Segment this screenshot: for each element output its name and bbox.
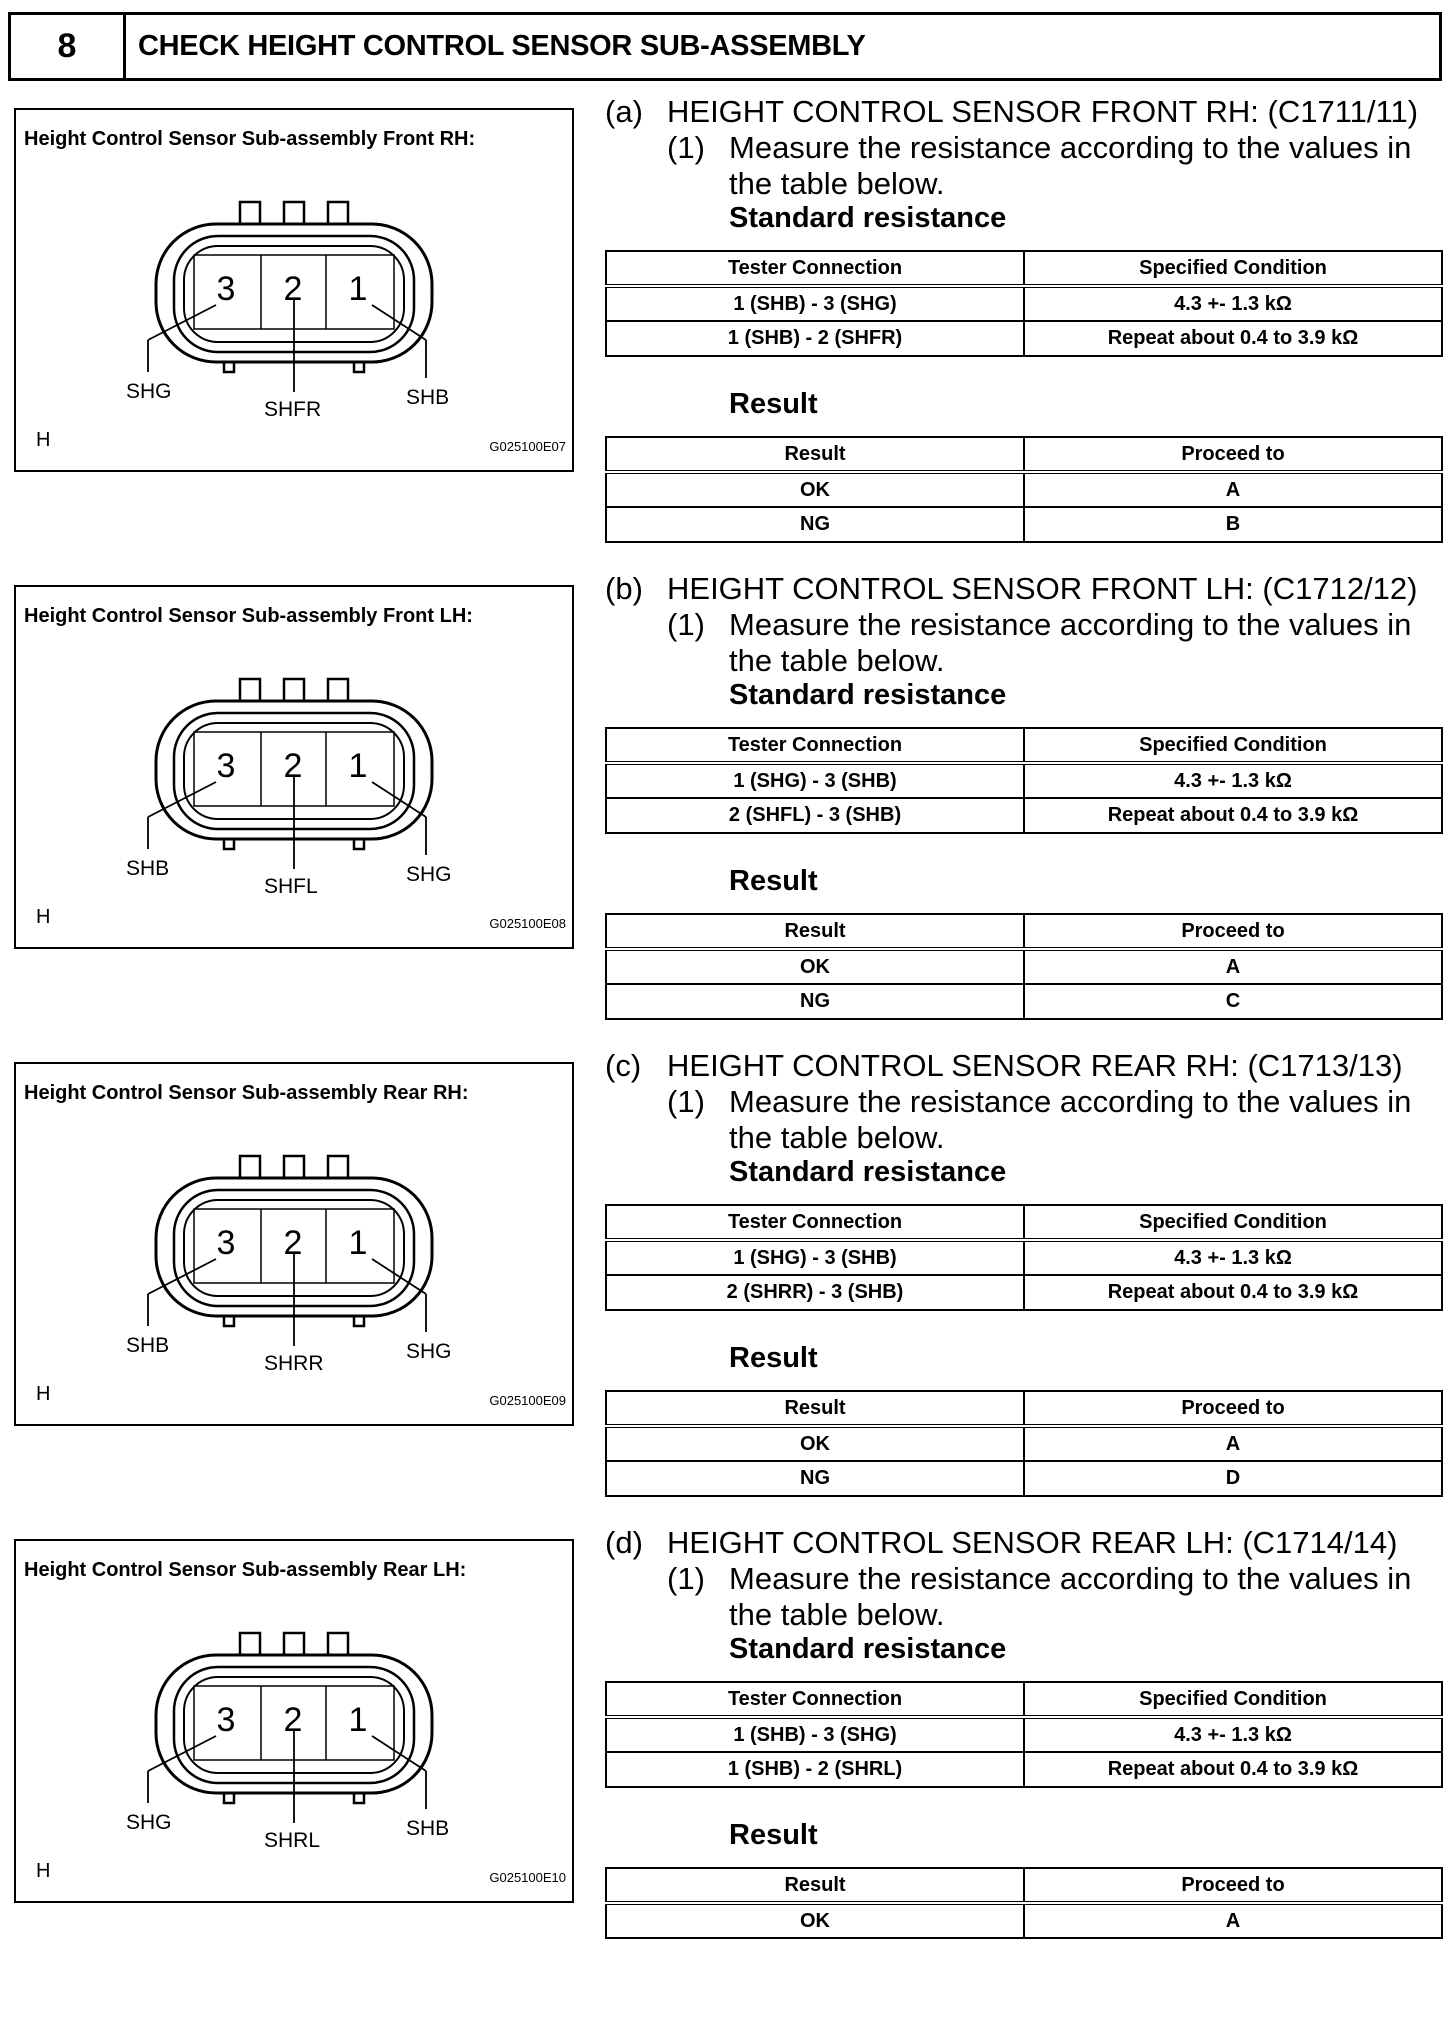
figure-title: Height Control Sensor Sub-assembly Rear RH: xyxy=(24,1082,469,1104)
result-title: Result xyxy=(729,865,818,897)
terminal-label-center: SHFR xyxy=(264,398,322,421)
terminal-label-left: SHG xyxy=(126,1811,172,1834)
sensor-section xyxy=(0,571,1456,1063)
table-cell: NG xyxy=(606,984,1024,1019)
step-letter: (b) xyxy=(605,571,643,606)
table-cell: 2 (SHRR) - 3 (SHB) xyxy=(606,1275,1024,1310)
substep-number: (1) xyxy=(667,130,705,165)
figure-title: Height Control Sensor Sub-assembly Front RH: xyxy=(24,128,476,150)
substep-text-line1: Measure the resistance according to the values in xyxy=(729,1084,1412,1119)
figure-corner-mark: H xyxy=(36,1860,51,1882)
figure-code: G025100E08 xyxy=(489,916,566,931)
table-row xyxy=(606,984,1442,1019)
table-cell: NG xyxy=(606,507,1024,542)
figure-title: Height Control Sensor Sub-assembly Front LH: xyxy=(24,605,473,627)
table-cell: Repeat about 0.4 to 3.9 kΩ xyxy=(1024,1752,1442,1787)
pin-2-label: 2 xyxy=(283,747,303,785)
step-heading: HEIGHT CONTROL SENSOR REAR LH: (C1714/14) xyxy=(667,1525,1398,1560)
table-row xyxy=(606,1717,1442,1752)
table-header-cell: Proceed to xyxy=(1024,437,1442,472)
step-letter: (c) xyxy=(605,1048,642,1083)
pin-3-label: 3 xyxy=(216,270,236,308)
table-cell: 1 (SHG) - 3 (SHB) xyxy=(606,763,1024,798)
table-cell: OK xyxy=(606,472,1024,507)
substep-number: (1) xyxy=(667,607,705,642)
table-cell: 4.3 +- 1.3 kΩ xyxy=(1024,286,1442,321)
pin-1-label: 1 xyxy=(348,1701,368,1739)
table-row xyxy=(606,1752,1442,1787)
table-header-cell: Specified Condition xyxy=(1024,728,1442,763)
table-header-row xyxy=(606,1391,1442,1426)
table-cell: 1 (SHB) - 3 (SHG) xyxy=(606,286,1024,321)
table-cell: A xyxy=(1024,949,1442,984)
table-header-cell: Result xyxy=(606,1391,1024,1426)
table-header-row xyxy=(606,914,1442,949)
table-cell: OK xyxy=(606,949,1024,984)
substep-text-line2: the table below. xyxy=(729,1597,945,1632)
table-header-cell: Tester Connection xyxy=(606,728,1024,763)
standard-resistance-table xyxy=(605,250,1443,357)
result-table xyxy=(605,1867,1443,1939)
terminal-label-left: SHB xyxy=(126,857,170,880)
figure-code: G025100E10 xyxy=(489,1870,566,1885)
step-title: CHECK HEIGHT CONTROL SENSOR SUB-ASSEMBLY xyxy=(138,30,866,62)
table-header-cell: Result xyxy=(606,914,1024,949)
table-cell: 1 (SHB) - 2 (SHFR) xyxy=(606,321,1024,356)
terminal-label-right: SHG xyxy=(406,863,452,886)
standard-resistance-title: Standard resistance xyxy=(729,1156,1007,1188)
table-header-row xyxy=(606,1868,1442,1903)
figure-title: Height Control Sensor Sub-assembly Rear LH: xyxy=(24,1559,467,1581)
figure-corner-mark: H xyxy=(36,1383,51,1405)
result-title: Result xyxy=(729,388,818,420)
substep-text-line1: Measure the resistance according to the values in xyxy=(729,1561,1412,1596)
substep-number: (1) xyxy=(667,1561,705,1596)
result-title: Result xyxy=(729,1342,818,1374)
table-row xyxy=(606,1275,1442,1310)
figure-code: G025100E07 xyxy=(489,439,566,454)
terminal-label-right: SHG xyxy=(406,1340,452,1363)
table-header-cell: Result xyxy=(606,1868,1024,1903)
table-row xyxy=(606,286,1442,321)
substep-text-line1: Measure the resistance according to the values in xyxy=(729,130,1412,165)
sensor-section xyxy=(0,94,1456,586)
table-cell: D xyxy=(1024,1461,1442,1496)
substep-number: (1) xyxy=(667,1084,705,1119)
terminal-label-left: SHB xyxy=(126,1334,170,1357)
table-cell: 2 (SHFL) - 3 (SHB) xyxy=(606,798,1024,833)
table-header-cell: Tester Connection xyxy=(606,1682,1024,1717)
terminal-label-right: SHB xyxy=(406,1817,450,1840)
step-letter: (a) xyxy=(605,94,643,129)
table-row xyxy=(606,1903,1442,1938)
pin-1-label: 1 xyxy=(348,1224,368,1262)
table-row xyxy=(606,763,1442,798)
standard-resistance-title: Standard resistance xyxy=(729,202,1007,234)
table-header-row xyxy=(606,1682,1442,1717)
table-header-cell: Specified Condition xyxy=(1024,1205,1442,1240)
table-header-cell: Specified Condition xyxy=(1024,1682,1442,1717)
sensor-section xyxy=(0,1525,1456,2017)
table-cell: B xyxy=(1024,507,1442,542)
pin-2-label: 2 xyxy=(283,1224,303,1262)
substep-text-line1: Measure the resistance according to the values in xyxy=(729,607,1412,642)
terminal-label-center: SHRL xyxy=(264,1829,321,1852)
table-cell: 1 (SHB) - 2 (SHRL) xyxy=(606,1752,1024,1787)
table-header-cell: Proceed to xyxy=(1024,914,1442,949)
table-header-cell: Specified Condition xyxy=(1024,251,1442,286)
sensor-section xyxy=(0,1048,1456,1540)
substep-text-line2: the table below. xyxy=(729,166,945,201)
pin-2-label: 2 xyxy=(283,270,303,308)
table-cell: NG xyxy=(606,1461,1024,1496)
table-cell: A xyxy=(1024,1426,1442,1461)
table-cell: OK xyxy=(606,1903,1024,1938)
step-number: 8 xyxy=(11,15,126,78)
table-row xyxy=(606,798,1442,833)
connector-figure xyxy=(14,1539,574,1903)
figure-corner-mark: H xyxy=(36,429,51,451)
table-cell: OK xyxy=(606,1426,1024,1461)
table-row xyxy=(606,1240,1442,1275)
standard-resistance-table xyxy=(605,1204,1443,1311)
step-letter: (d) xyxy=(605,1525,643,1560)
table-cell: A xyxy=(1024,472,1442,507)
substep-text-line2: the table below. xyxy=(729,643,945,678)
terminal-label-center: SHRR xyxy=(264,1352,324,1375)
table-cell: 4.3 +- 1.3 kΩ xyxy=(1024,763,1442,798)
connector-figure xyxy=(14,585,574,949)
pin-1-label: 1 xyxy=(348,270,368,308)
table-cell: C xyxy=(1024,984,1442,1019)
connector-figure xyxy=(14,108,574,472)
table-row xyxy=(606,472,1442,507)
table-header-cell: Proceed to xyxy=(1024,1868,1442,1903)
pin-3-label: 3 xyxy=(216,1224,236,1262)
step-heading: HEIGHT CONTROL SENSOR FRONT RH: (C1711/11) xyxy=(667,94,1419,129)
table-cell: A xyxy=(1024,1903,1442,1938)
result-title: Result xyxy=(729,1819,818,1851)
table-cell: 1 (SHB) - 3 (SHG) xyxy=(606,1717,1024,1752)
table-cell: 4.3 +- 1.3 kΩ xyxy=(1024,1717,1442,1752)
table-row xyxy=(606,1461,1442,1496)
table-cell: Repeat about 0.4 to 3.9 kΩ xyxy=(1024,798,1442,833)
pin-2-label: 2 xyxy=(283,1701,303,1739)
terminal-label-left: SHG xyxy=(126,380,172,403)
table-header-cell: Tester Connection xyxy=(606,251,1024,286)
table-header-cell: Result xyxy=(606,437,1024,472)
step-heading: HEIGHT CONTROL SENSOR FRONT LH: (C1712/12) xyxy=(667,571,1418,606)
table-header-cell: Tester Connection xyxy=(606,1205,1024,1240)
table-cell: 4.3 +- 1.3 kΩ xyxy=(1024,1240,1442,1275)
step-header xyxy=(8,12,1442,81)
standard-resistance-table xyxy=(605,727,1443,834)
standard-resistance-title: Standard resistance xyxy=(729,1633,1007,1665)
result-table xyxy=(605,1390,1443,1497)
figure-corner-mark: H xyxy=(36,906,51,928)
table-header-row xyxy=(606,251,1442,286)
result-table xyxy=(605,436,1443,543)
standard-resistance-title: Standard resistance xyxy=(729,679,1007,711)
result-table xyxy=(605,913,1443,1020)
table-header-row xyxy=(606,728,1442,763)
substep-text-line2: the table below. xyxy=(729,1120,945,1155)
terminal-label-right: SHB xyxy=(406,386,450,409)
terminal-label-center: SHFL xyxy=(264,875,318,898)
table-row xyxy=(606,507,1442,542)
step-heading: HEIGHT CONTROL SENSOR REAR RH: (C1713/13) xyxy=(667,1048,1403,1083)
figure-code: G025100E09 xyxy=(489,1393,566,1408)
table-row xyxy=(606,949,1442,984)
table-header-row xyxy=(606,437,1442,472)
connector-figure xyxy=(14,1062,574,1426)
table-cell: Repeat about 0.4 to 3.9 kΩ xyxy=(1024,1275,1442,1310)
standard-resistance-table xyxy=(605,1681,1443,1788)
table-header-cell: Proceed to xyxy=(1024,1391,1442,1426)
table-row xyxy=(606,1426,1442,1461)
pin-3-label: 3 xyxy=(216,747,236,785)
table-header-row xyxy=(606,1205,1442,1240)
table-cell: Repeat about 0.4 to 3.9 kΩ xyxy=(1024,321,1442,356)
pin-3-label: 3 xyxy=(216,1701,236,1739)
pin-1-label: 1 xyxy=(348,747,368,785)
table-row xyxy=(606,321,1442,356)
table-cell: 1 (SHG) - 3 (SHB) xyxy=(606,1240,1024,1275)
